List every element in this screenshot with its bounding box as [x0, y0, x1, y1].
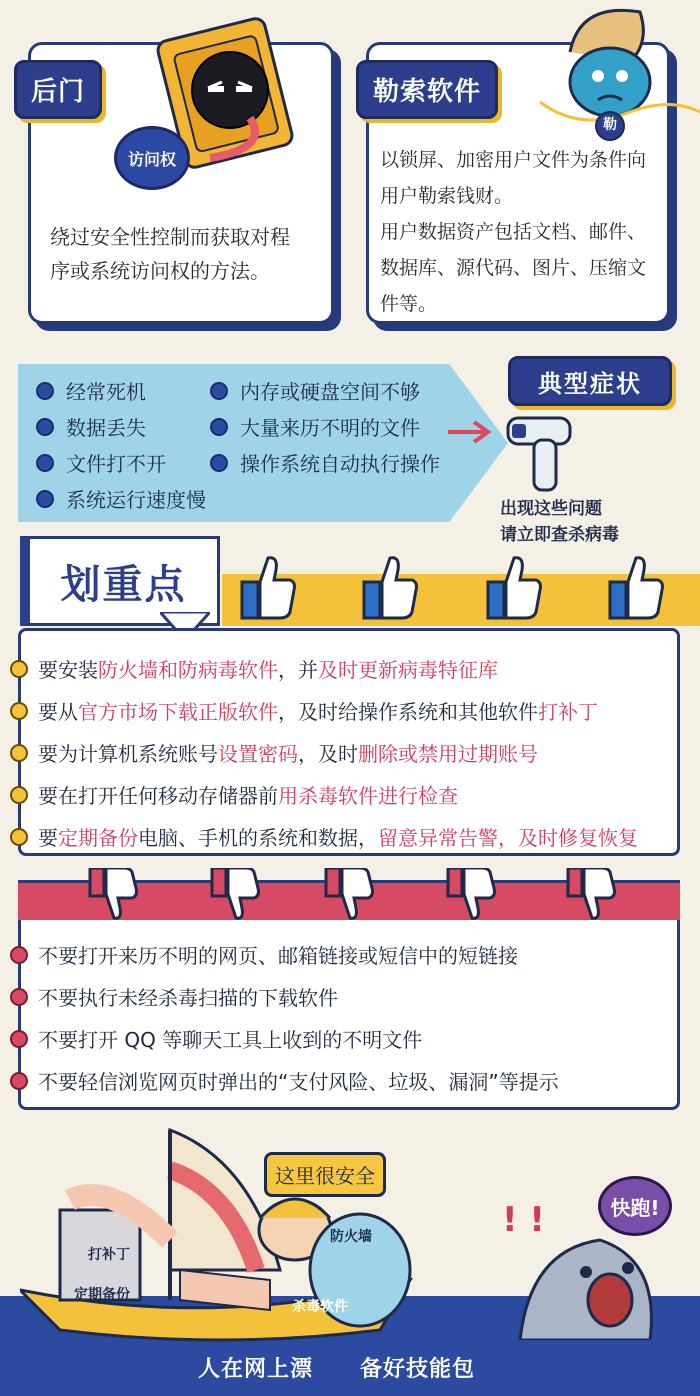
thumbs-up-icon	[360, 552, 418, 620]
safe-speech-bubble: 这里很安全	[264, 1152, 386, 1197]
ransomware-title: 勒索软件	[356, 60, 498, 119]
do-item	[10, 654, 498, 683]
backdoor-desc-line: 序或系统访问权的方法。	[50, 259, 270, 283]
do-text: 电脑、手机的系统和数据，	[138, 826, 378, 850]
do-text: 要从	[38, 700, 78, 724]
do-highlight: 及时更新病毒特征库	[318, 658, 498, 682]
dont-item	[10, 940, 518, 969]
do-text: ，及时	[298, 742, 358, 766]
dont-item	[10, 982, 338, 1011]
bullet-icon	[36, 418, 54, 436]
ransomware-desc-line: 以锁屏、加密用户文件为条件向	[380, 149, 647, 171]
do-item	[10, 822, 638, 851]
bullet-icon	[36, 490, 54, 508]
ransomware-desc-line: 用户勒索钱财。	[380, 185, 514, 207]
do-item	[10, 696, 598, 725]
ransom-badge-label: 勒	[603, 117, 617, 133]
symptom-label: 内存或硬盘空间不够	[240, 380, 420, 404]
access-badge-label: 访问权	[127, 149, 176, 169]
thumbs-down-icon	[566, 868, 616, 926]
bullet-icon	[10, 946, 28, 964]
shark-illustration	[510, 1230, 660, 1340]
bullet-icon	[210, 418, 228, 436]
symptom-label: 文件打不开	[66, 452, 166, 476]
symptom-item	[210, 448, 440, 477]
symptom-label: 操作系统自动执行操作	[240, 452, 440, 476]
symptom-label: 系统运行速度慢	[66, 488, 206, 512]
symptom-item	[36, 484, 206, 513]
ransomware-desc	[380, 142, 646, 322]
key-points-title: 划重点	[20, 536, 220, 626]
do-highlight: 防火墙和防病毒软件	[98, 658, 278, 682]
do-highlight: 官方市场下载正版软件	[78, 700, 278, 724]
backdoor-desc	[50, 220, 290, 288]
symptom-item	[210, 412, 420, 441]
bullet-icon	[10, 702, 28, 720]
bullet-icon	[10, 988, 28, 1006]
exclaim-marks: ! !	[502, 1200, 545, 1240]
bag-label: 防火墙	[330, 1229, 372, 1245]
bag-label: 杀毒软件	[292, 1299, 348, 1315]
do-text: 要	[38, 826, 58, 850]
do-text: 要为计算机系统账号	[38, 742, 218, 766]
symptom-label: 数据丢失	[66, 416, 146, 440]
bullet-icon	[10, 660, 28, 678]
ransom-badge	[596, 110, 624, 138]
do-text: 要安装	[38, 658, 98, 682]
dont-text: 不要轻信浏览网页时弹出的“支付风险、垃圾、漏洞”等提示	[38, 1070, 559, 1094]
do-highlight: 定期备份	[58, 826, 138, 850]
symptom-item	[36, 412, 146, 441]
bullet-icon	[210, 382, 228, 400]
do-text: ，及时给操作系统和其他软件	[278, 700, 538, 724]
bullet-icon	[10, 744, 28, 762]
do-highlight: 设置密码	[218, 742, 298, 766]
thumbs-up-icon	[606, 552, 664, 620]
thumbs-down-icon	[88, 868, 138, 926]
warning-line: 出现这些问题	[500, 499, 602, 519]
symptoms-title: 典型症状	[508, 356, 672, 406]
symptom-item	[36, 448, 166, 477]
box-label: 定期备份	[74, 1287, 130, 1303]
symptom-item	[210, 376, 420, 405]
bullet-icon	[10, 1072, 28, 1090]
symptom-item	[36, 376, 146, 405]
footer-left: 人在网上漂	[198, 1357, 314, 1382]
bullet-icon	[210, 454, 228, 472]
thermometer-gun-icon	[504, 414, 574, 494]
do-highlight: 打补丁	[538, 700, 598, 724]
bullet-icon	[10, 828, 28, 846]
thumbs-down-icon	[324, 868, 374, 926]
dont-item	[10, 1066, 559, 1095]
ransomware-desc-line: 件等。	[380, 293, 438, 315]
do-highlight: 删除或禁用过期账号	[358, 742, 538, 766]
bullet-icon	[36, 454, 54, 472]
do-item	[10, 780, 458, 809]
thumbs-down-icon	[210, 868, 260, 926]
footer-right: 备好技能包	[360, 1357, 476, 1382]
run-speech-bubble: 快跑!	[598, 1176, 672, 1236]
dont-text: 不要执行未经杀毒扫描的下载软件	[38, 986, 338, 1010]
red-arrow-icon	[448, 420, 498, 444]
do-highlight: 留意异常告警，及时修复恢复	[378, 826, 638, 850]
dont-text: 不要打开来历不明的网页、邮箱链接或短信中的短链接	[38, 944, 518, 968]
access-badge	[114, 126, 190, 190]
symptom-label: 大量来历不明的文件	[240, 416, 420, 440]
ransomware-desc-line: 数据库、源代码、图片、压缩文	[380, 257, 647, 279]
thumbs-down-icon	[446, 868, 496, 926]
bullet-icon	[10, 786, 28, 804]
bullet-icon	[36, 382, 54, 400]
backdoor-desc-line: 绕过安全性控制而获取对程	[50, 225, 290, 249]
dont-text: 不要打开 QQ 等聊天工具上收到的不明文件	[38, 1028, 423, 1052]
box-label: 打补丁	[88, 1247, 130, 1263]
warning-line: 请立即查杀病毒	[500, 525, 619, 545]
symptom-warning	[500, 496, 619, 548]
do-text: ，并	[278, 658, 318, 682]
backdoor-title: 后门	[14, 60, 102, 119]
thumbs-up-icon	[238, 552, 296, 620]
do-text: 要在打开任何移动存储器前	[38, 784, 278, 808]
ransomware-desc-line: 用户数据资产包括文档、邮件、	[380, 221, 647, 243]
do-highlight: 用杀毒软件进行检查	[278, 784, 458, 808]
do-item	[10, 738, 538, 767]
bullet-icon	[10, 1030, 28, 1048]
thumbs-up-icon	[484, 552, 542, 620]
dont-item	[10, 1024, 422, 1053]
symptom-label: 经常死机	[66, 380, 146, 404]
